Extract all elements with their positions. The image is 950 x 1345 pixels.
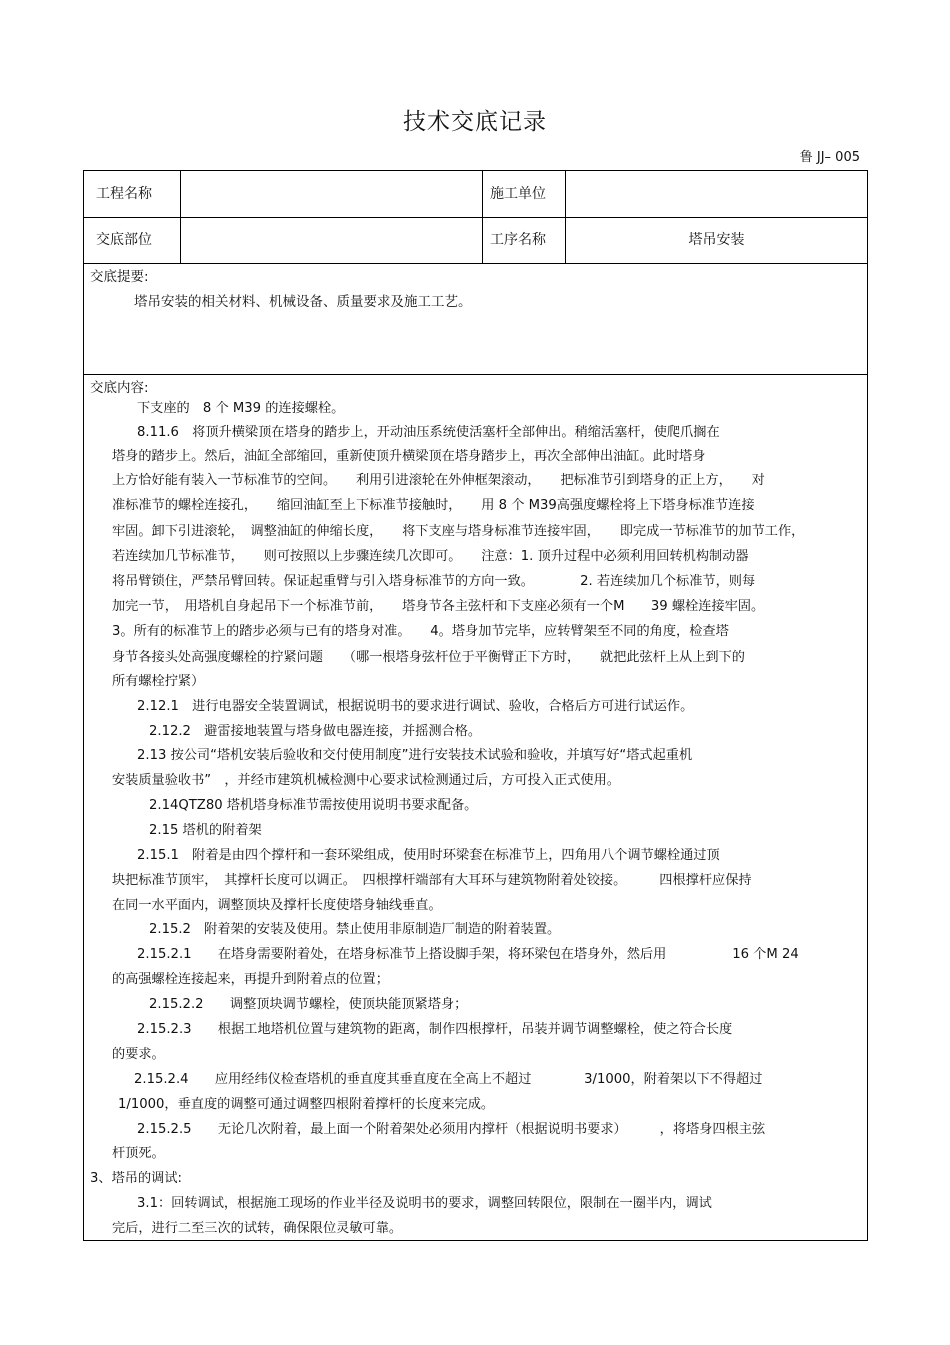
content-line: 2.15.2.5 无论几次附着，最上面一个附着架处必须用内撑杆（根据说明书要求） ，将塔身四根主弦 <box>137 1122 766 1137</box>
content-line: 3、塔吊的调试: <box>90 1171 182 1186</box>
row-divider <box>84 263 867 264</box>
content-line: 2.15.2.4 应用经纬仪检查塔机的垂直度其垂直度在全高上不超过 3/1000，附着架以下不得超过 <box>134 1072 763 1087</box>
content-line: 将吊臂锁住，严禁吊臂回转。保证起重臂与引入塔身标准节的方向一致。 2. 若连续加几个标准节，则每 <box>112 574 756 589</box>
content-line: 所有螺栓拧紧） <box>112 674 205 689</box>
content-line: 杆顶死。 <box>112 1146 165 1161</box>
content-line: 3。所有的标准节上的踏步必须与已有的塔身对准。 4。塔身加节完毕，应转臂架至不同的角度，检查塔 <box>112 624 729 639</box>
content-line: 2.15.2 附着架的安装及使用。禁止使用非原制造厂制造的附着装置。 <box>149 922 561 937</box>
content-line: 准标准节的螺栓连接孔， 缩回油缸至上下标准节接触时， 用 8 个 M39高强度螺栓将上下塔身标准节连接 <box>112 498 755 513</box>
content-label: 交底内容: <box>90 380 149 396</box>
content-line: 2.14QTZ80 塔机塔身标准节需按使用说明书要求配备。 <box>149 798 478 813</box>
content-line: 下支座的 8 个 M39 的连接螺栓。 <box>137 401 345 416</box>
location-label: 交底部位 <box>96 232 152 248</box>
column-divider <box>565 171 566 263</box>
content-line: 完后，进行二至三次的试转，确保限位灵敏可靠。 <box>112 1221 403 1236</box>
content-line: 的高强螺栓连接起来，再提升到附着点的位置； <box>112 972 389 987</box>
page-title: 技术交底记录 <box>403 109 547 135</box>
content-line: 2.12.2 避雷接地装置与塔身做电器连接，并摇测合格。 <box>149 724 482 739</box>
content-line: 牢固。卸下引进滚轮， 调整油缸的伸缩长度， 将下支座与塔身标准节连接牢固， 即完成一节标准节的加节工作， <box>112 524 805 539</box>
content-line: 塔身的踏步上。然后，油缸全部缩回，重新使顶升横梁顶在塔身踏步上，再次全部伸出油缸。此时塔身 <box>112 449 706 464</box>
column-divider <box>482 171 483 263</box>
content-line: 2.12.1 进行电器安全装置调试，根据说明书的要求进行调试、验收，合格后方可进行试运作。 <box>137 699 694 714</box>
content-line: 2.15.2.3 根据工地塔机位置与建筑物的距离，制作四根撑杆，吊装并调节调整螺栓，使之符合长度 <box>137 1022 733 1037</box>
contractor-label: 施工单位 <box>490 186 546 202</box>
project-name-label: 工程名称 <box>96 186 152 202</box>
column-divider <box>180 171 181 263</box>
summary-label: 交底提要: <box>90 269 149 285</box>
content-line: 2.15.2.2 调整顶块调节螺栓，使顶块能顶紧塔身； <box>149 997 468 1012</box>
content-line: 2.15.1 附着是由四个撑杆和一套环梁组成，使用时环梁套在标准节上，四角用八个调节螺栓通过顶 <box>137 848 720 863</box>
content-line: 3.1：回转调试，根据施工现场的作业半径及说明书的要求，调整回转限位，限制在一圈半内，调试 <box>137 1196 712 1211</box>
content-line: 若连续加几节标准节， 则可按照以上步骤连续几次即可。 注意：1. 顶升过程中必须利用回转机构制动器 <box>112 549 749 564</box>
row-divider <box>84 217 867 218</box>
content-line: 8.11.6 将顶升横梁顶在塔身的踏步上，开动油压系统使活塞杆全部伸出。稍缩活塞杆，使爬爪搁在 <box>137 425 720 440</box>
content-line: 上方恰好能有装入一节标准节的空间。 利用引进滚轮在外伸框架滚动， 把标准节引到塔身的正上方， 对 <box>112 473 765 488</box>
content-line: 身节各接头处高强度螺栓的拧紧问题 （哪一根塔身弦杆位于平衡臂正下方时， 就把此弦杆上从上到下的 <box>112 650 745 665</box>
content-line: 在同一水平面内，调整顶块及撑杆长度使塔身轴线垂直。 <box>112 898 442 913</box>
content-line: 块把标准节顶牢， 其撑杆长度可以调正。 四根撑杆端部有大耳环与建筑物附着处铰接。 四根撑杆应保持 <box>112 873 752 888</box>
row-divider <box>84 374 867 375</box>
document-code: 鲁 JJ– 005 <box>799 150 860 165</box>
summary-text: 塔吊安装的相关材料、机械设备、质量要求及施工工艺。 <box>134 294 472 310</box>
process-label: 工序名称 <box>490 232 546 248</box>
content-line: 的要求。 <box>112 1047 165 1062</box>
content-line: 2.13 按公司“塔机安装后验收和交付使用制度”进行安装技术试验和验收，并填写好“塔式起重机 <box>137 748 693 763</box>
content-line: 安装质量验收书” ，并经市建筑机械检测中心要求试检测通过后，方可投入正式使用。 <box>112 773 620 788</box>
process-value: 塔吊安装 <box>688 232 745 248</box>
content-line: 2.15 塔机的附着架 <box>149 823 262 838</box>
content-line: 加完一节， 用塔机自身起吊下一个标准节前， 塔身节各主弦杆和下支座必须有一个M 39 螺栓连接牢固。 <box>112 599 765 614</box>
content-line: 1/1000，垂直度的调整可通过调整四根附着撑杆的长度来完成。 <box>118 1097 495 1112</box>
content-line: 2.15.2.1 在塔身需要附着处，在塔身标准节上搭设脚手架，将环梁包在塔身外，然后用 16 个M 24 <box>137 947 799 962</box>
